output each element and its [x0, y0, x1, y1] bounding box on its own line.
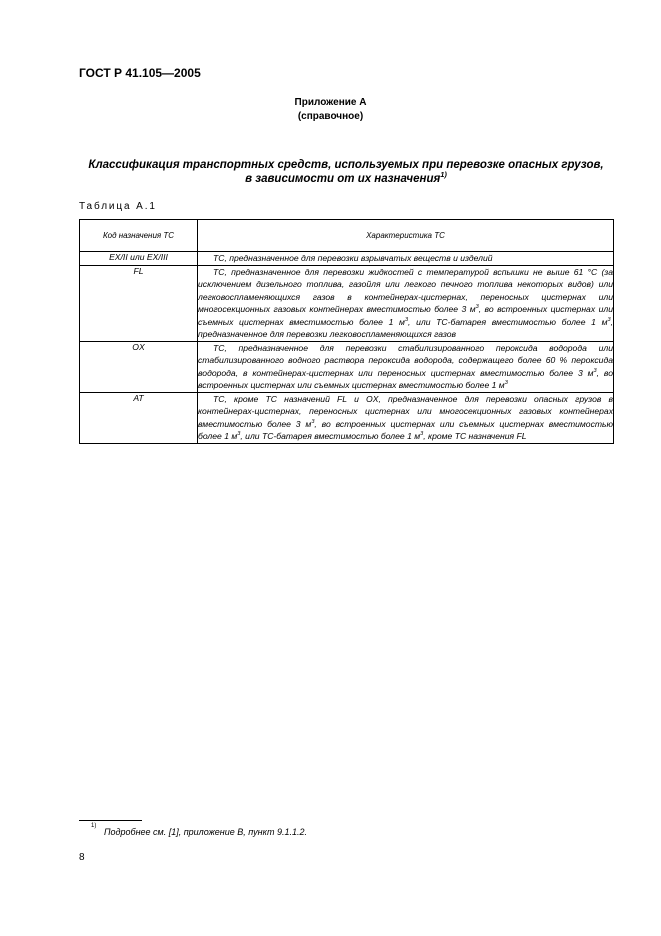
desc-text: ТС, предназначенное для перевозки жидкостей с температурой вспышки не выше 61 °С (за исключением дизельного топлива, газойля или легкого печного топлива некоторых видов) или легковоспламеняющихся газов в контейнерах-цистернах, переносных цистернах или многосекционных газовых контейнерах вместимостью более 3 м [198, 266, 613, 314]
desc-text: , или ТС-батарея вместимостью более 1 м [240, 431, 421, 441]
footnote-ref: 1) [440, 170, 447, 180]
annex-subtitle: (справочное) [297, 111, 364, 122]
unit-exponent: 3 [607, 316, 611, 323]
table-row [80, 252, 614, 266]
desc-cell [198, 252, 614, 266]
annex-title: Приложение А [294, 97, 367, 108]
desc-cell [198, 341, 614, 392]
desc-text: , кроме ТС назначения FL [423, 431, 527, 441]
page-number: 8 [79, 852, 85, 863]
code-cell: EX/II или EX/III [80, 252, 198, 266]
document-code: ГОСТ Р 41.105—2005 [79, 66, 201, 80]
code-cell: OX [80, 341, 198, 392]
footnote-mark: 1) [91, 823, 97, 829]
unit-exponent: 3 [237, 431, 241, 438]
desc-text: , или ТС-батарея вместимостью более 1 м [408, 316, 608, 327]
footnote [91, 823, 308, 837]
unit-exponent: 3 [404, 316, 409, 323]
desc-text: , во встроенных цистернах или съемных цистернах вместимостью более 1 м [198, 367, 614, 390]
code-cell: AT [80, 392, 198, 443]
table-header-row [80, 220, 614, 252]
footnote-text: Подробнее см. [1], приложение В, пункт 9.1.1.2. [104, 827, 308, 837]
unit-exponent: 3 [475, 304, 479, 311]
table-label: Таблица А.1 [79, 201, 157, 212]
header-desc: Характеристика ТС [198, 220, 614, 252]
desc-cell [198, 392, 614, 443]
unit-exponent: 3 [420, 431, 424, 438]
desc-text: ТС, предназначенное для перевозки стабилизированного пероксида водорода или стабилизированного водного раствора пероксида водорода, содержащего более 60 % пероксида водорода, в контейнерах-цистернах или переносных цистернах вместимостью более 3 м [198, 342, 613, 378]
unit-exponent: 3 [311, 418, 315, 425]
desc-text: , предназначенное для перевозки легковоспламеняющихся газов [198, 316, 613, 339]
classification-table [79, 219, 614, 444]
page-title-line-1: Классификация транспортных средств, используемых при перевозке опасных грузов, [88, 159, 604, 171]
annex-heading [0, 96, 661, 124]
desc-text: , во встроенных цистернах или съемных цистернах вместимостью более 1 м [198, 304, 613, 327]
code-cell: FL [80, 265, 198, 341]
desc-text: ТС, предназначенное для перевозки взрывчатых веществ и изделий [213, 253, 493, 263]
table-row [80, 392, 614, 443]
unit-exponent: 3 [504, 380, 508, 387]
table-row [80, 341, 614, 392]
desc-cell [198, 265, 614, 341]
desc-text: ТС, кроме ТС назначений FL и OX, предназначенное для перевозки опасных грузов в контейнерах-цистернах, переносных цистернах или многосекционных газовых контейнерах вместимостью более 3 м [198, 393, 613, 429]
page-title [79, 158, 613, 186]
header-code: Код назначения ТС [80, 220, 198, 252]
unit-exponent: 3 [593, 367, 597, 374]
desc-text: , во встроенных цистернах или съемных цистернах вместимостью более 1 м [198, 418, 614, 441]
footnote-divider [79, 820, 142, 821]
table-row [80, 265, 614, 341]
page-title-line-2 [79, 172, 613, 186]
page-title-line-2-text: в зависимости от их назначения [245, 173, 441, 185]
